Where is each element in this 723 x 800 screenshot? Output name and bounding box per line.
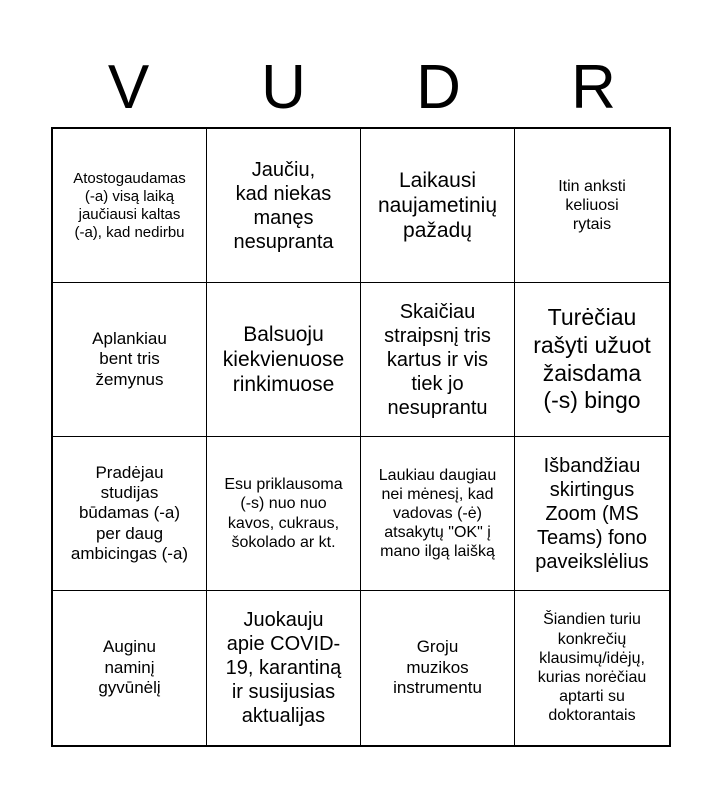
bingo-cell-r4c2[interactable] <box>207 591 361 745</box>
header-letter-u: U <box>261 53 306 122</box>
bingo-cell-r3c3[interactable] <box>361 437 515 591</box>
cell-text: Esu priklausoma (-s) nuo nuo kavos, cukraus, šokolado ar kt. <box>224 476 343 551</box>
header-letter-v: V <box>107 53 150 122</box>
bingo-cell-r1c2[interactable] <box>207 129 361 283</box>
cell-text: Itin anksti keliuosi rytais <box>558 177 626 234</box>
cell-text: Atostogaudamas (-a) visą laiką jaučiausi kaltas (-a), kad nedirbu <box>73 169 186 241</box>
bingo-cell-r4c4[interactable] <box>515 591 669 745</box>
bingo-header <box>51 48 671 128</box>
bingo-cell-r1c4[interactable] <box>515 129 669 283</box>
cell-text: Išbandžiau skirtingus Zoom (MS Teams) fono paveikslėlius <box>535 454 649 573</box>
cell-text: Auginu naminį gyvūnėlį <box>98 637 161 698</box>
bingo-cell-r1c1[interactable] <box>53 129 207 283</box>
bingo-board <box>51 127 671 747</box>
bingo-cell-r4c1[interactable] <box>53 591 207 745</box>
cell-text: Pradėjau studijas būdamas (-a) per daug ambicingas (-a) <box>70 462 189 564</box>
bingo-cell-r3c1[interactable] <box>53 437 207 591</box>
header-letter-d: D <box>416 53 461 122</box>
cell-text: Juokauju apie COVID- 19, karantiną ir susijusias aktualijas <box>225 609 342 727</box>
cell-text: Šiandien turiu konkrečių klausimų/idėjų, kurias norėčiau aptarti su doktorantais <box>537 611 647 725</box>
bingo-cell-r3c2[interactable] <box>207 437 361 591</box>
header-letter-r: R <box>571 53 616 122</box>
cell-text: Laukiau daugiau nei mėnesį, kad vadovas (-ė) atsakytų "OK" į mano ilgą laišką <box>378 466 497 561</box>
cell-text: Jaučiu, kad niekas manęs nesupranta <box>233 158 334 253</box>
bingo-cell-r4c3[interactable] <box>361 591 515 745</box>
bingo-cell-r2c3[interactable] <box>361 283 515 437</box>
cell-text: Turėčiau rašyti užuot žaisdama (-s) bingo <box>533 304 651 414</box>
cell-text: Laikausi naujametinių pažadų <box>377 168 498 243</box>
cell-text: Balsuoju kiekvienuose rinkimuose <box>222 322 345 397</box>
bingo-cell-r3c4[interactable] <box>515 437 669 591</box>
cell-text: Aplankiau bent tris žemynus <box>92 328 167 389</box>
bingo-cell-r2c2[interactable] <box>207 283 361 437</box>
bingo-cell-r1c3[interactable] <box>361 129 515 283</box>
bingo-cell-r2c4[interactable] <box>515 283 669 437</box>
bingo-cell-r2c1[interactable] <box>53 283 207 437</box>
cell-text: Groju muzikos instrumentu <box>393 637 482 698</box>
cell-text: Skaičiau straipsnį tris kartus ir vis tiek jo nesuprantu <box>384 300 491 419</box>
